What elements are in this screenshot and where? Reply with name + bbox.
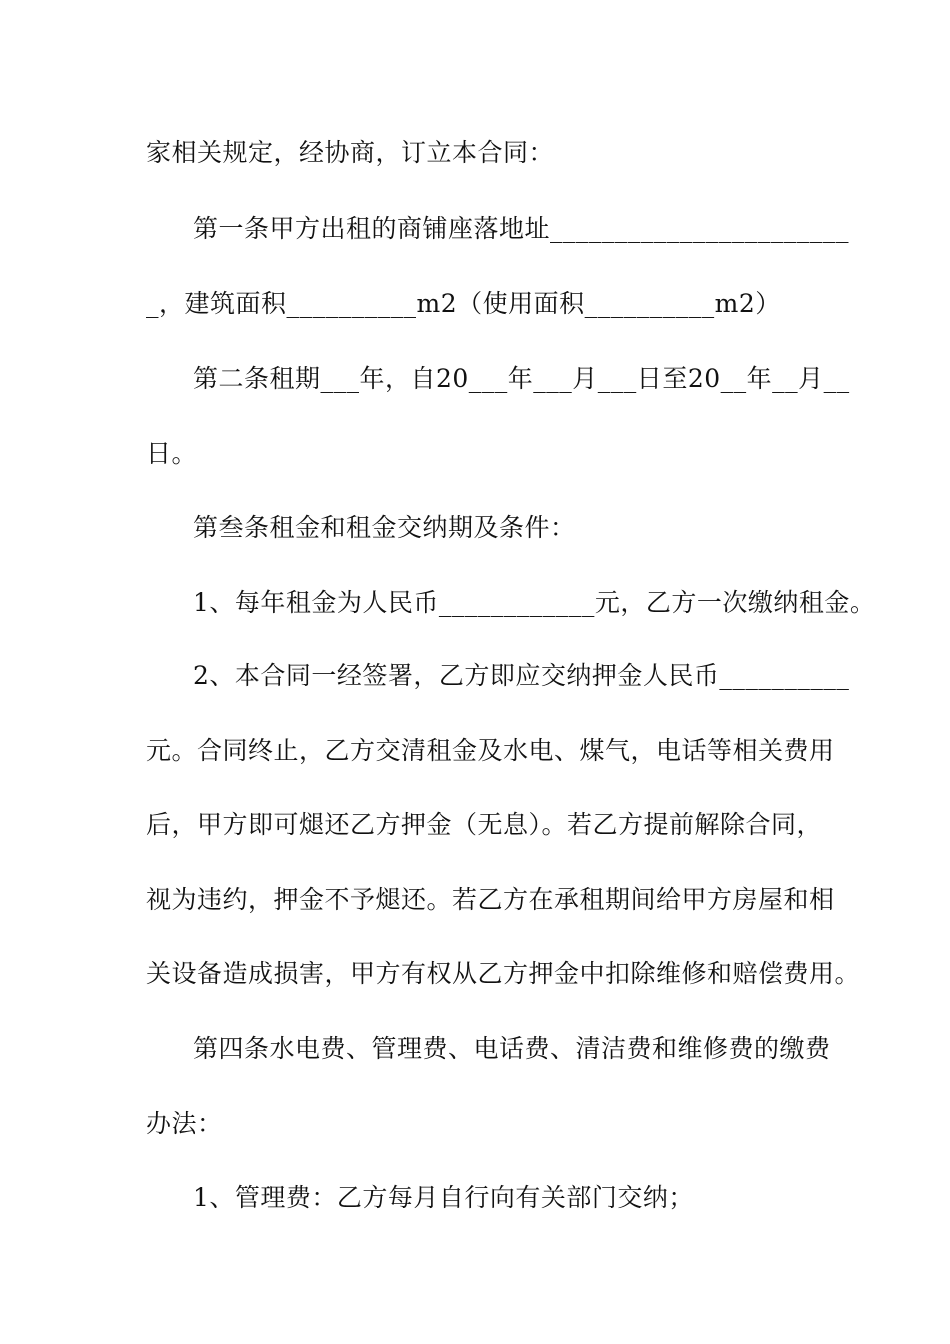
article-3-heading: 第叁条租金和租金交纳期及条件： [193, 513, 576, 542]
paragraph-line: 视为违约，押金不予煺还。若乙方在承租期间给甲方房屋和相 [146, 885, 835, 914]
article-4-line: 第四条水电费、管理费、电话费、清洁费和维修费的缴费 [193, 1034, 831, 1063]
list-item: 1、管理费：乙方每月自行向有关部门交纳； [193, 1183, 694, 1212]
paragraph-line: 关设备造成损害，甲方有权从乙方押金中扣除维修和赔偿费用。 [146, 959, 861, 988]
article-1-line: 第一条甲方出租的商铺座落地址_______________________ [193, 214, 850, 243]
list-item: 1、每年租金为人民币____________元，乙方一次缴纳租金。 [193, 588, 876, 617]
paragraph-line: _，建筑面积__________m2（使用面积__________m2） [146, 289, 781, 318]
paragraph-line: 后，甲方即可煺还乙方押金（无息）。若乙方提前解除合同， [146, 810, 823, 839]
paragraph-line: 办法： [146, 1109, 223, 1138]
paragraph-line: 元。合同终止，乙方交清租金及水电、煤气，电话等相关费用 [146, 736, 835, 765]
list-item: 2、本合同一经签署，乙方即应交纳押金人民币__________ [193, 661, 850, 690]
article-2-line: 第二条租期___年，自20___年___月___日至20__年__月__ [193, 364, 850, 393]
paragraph-line: 日。 [146, 439, 198, 468]
paragraph-line: 家相关规定，经协商，订立本合同： [146, 138, 555, 167]
